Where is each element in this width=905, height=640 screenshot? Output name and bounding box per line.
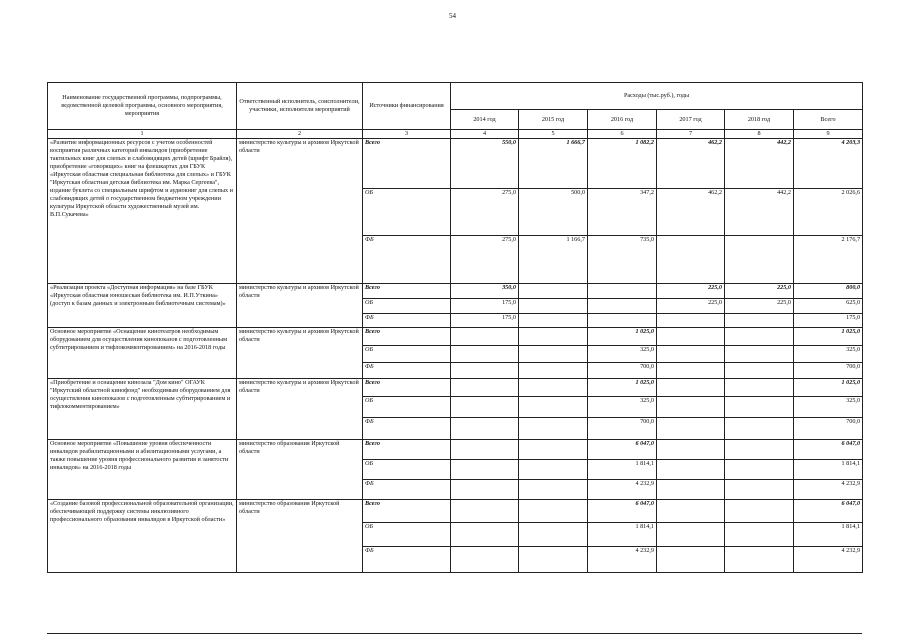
year-value: 225,0 — [725, 284, 794, 299]
year-value — [657, 547, 725, 573]
total-value: 4 232,9 — [794, 547, 863, 573]
funding-source: Всего — [363, 284, 451, 299]
year-value — [519, 328, 588, 346]
header-year: 2017 год — [657, 110, 725, 130]
responsible-executor: министерство культуры и архивов Иркутской области — [237, 139, 363, 284]
year-value — [451, 460, 519, 480]
table-row — [48, 139, 863, 189]
header-expenses: Расходы (тыс.руб.), годы — [451, 83, 863, 110]
year-value — [451, 523, 519, 547]
table-row — [48, 440, 863, 460]
column-number: 2 — [237, 130, 363, 139]
year-value — [657, 523, 725, 547]
year-value — [519, 299, 588, 314]
year-value: 347,2 — [588, 189, 657, 236]
activity-name: Основное мероприятие «Повышение уровня обеспеченности инвалидов реабилитационными и абилитационными услугами, а также повышение уровня профессионального развития и занятости инвалидов» на 2016-2018 годы — [48, 440, 237, 500]
responsible-executor: министерство образования Иркутской области — [237, 440, 363, 500]
funding-source: ФБ — [363, 314, 451, 328]
total-value: 325,0 — [794, 346, 863, 363]
header-source: Источники финансирования — [363, 83, 451, 130]
funding-source: ОБ — [363, 346, 451, 363]
column-number: 5 — [519, 130, 588, 139]
activity-name: «Реализация проекта «Доступная информация» на базе ГБУК «Иркутская областная юношеская библиотека им. И.П.Уткина» (доступ к базам данных и электронным библиотечным системам)» — [48, 284, 237, 328]
activity-name: «Создание базовой профессиональной образовательной организации, обеспечивающей поддержку системы инклюзивного профессионального образования инвалидов в Иркутской области» — [48, 500, 237, 573]
total-value: 6 047,0 — [794, 440, 863, 460]
year-value — [657, 363, 725, 379]
year-value — [657, 328, 725, 346]
column-number: 7 — [657, 130, 725, 139]
table-row — [48, 379, 863, 397]
funding-source: Всего — [363, 379, 451, 397]
year-value — [725, 460, 794, 480]
funding-source: ФБ — [363, 480, 451, 500]
total-value: 1 025,0 — [794, 379, 863, 397]
activity-name: «Развитие информационных ресурсов с учетом особенностей восприятия различных категорий инвалидов (приобретение тактильных книг для слепых и слабовидящих детей (шрифт Брайля), приобретение «говорящих» книг на флешкартах для ГБУК «Иркутская областная специальная библиотека для слепых» и ГБУК "Иркутская областная детская библиотека им. Марка Сергеева", издание буклета со специальным шрифтом и аудиокниг для слепых и слабовидящих детей о государственном бюджетном учреждении культуры Иркутской области художественный музей им. В.П.Сукачева» — [48, 139, 237, 284]
page-number: 54 — [449, 12, 456, 20]
year-value — [519, 480, 588, 500]
year-value — [451, 480, 519, 500]
year-value — [519, 379, 588, 397]
year-value — [451, 440, 519, 460]
year-value: 175,0 — [451, 299, 519, 314]
responsible-executor: министерство культуры и архивов Иркутской области — [237, 328, 363, 379]
year-value — [519, 346, 588, 363]
year-value — [657, 460, 725, 480]
responsible-executor: министерство образования Иркутской области — [237, 500, 363, 573]
year-value — [519, 418, 588, 440]
header-year: 2016 год — [588, 110, 657, 130]
total-value: 700,0 — [794, 418, 863, 440]
activity-name: «Приобретение и оснащение кинозала "Дом кино" ОГАУК "Иркутский областной кинофонд" необходимым оборудованием для осуществления кинопоказов с подготовленным субтитрированием и тифлокомментированием» — [48, 379, 237, 440]
year-value — [657, 480, 725, 500]
funding-source: ОБ — [363, 460, 451, 480]
year-value — [725, 480, 794, 500]
year-value: 175,0 — [451, 314, 519, 328]
year-value — [451, 363, 519, 379]
year-value — [451, 346, 519, 363]
year-value: 462,2 — [657, 139, 725, 189]
funding-source: ОБ — [363, 523, 451, 547]
year-value — [588, 284, 657, 299]
year-value — [451, 397, 519, 418]
year-value — [519, 500, 588, 523]
year-value: 6 047,0 — [588, 440, 657, 460]
funding-source: ФБ — [363, 363, 451, 379]
responsible-executor: министерство культуры и архивов Иркутской области — [237, 284, 363, 328]
year-value — [519, 460, 588, 480]
total-value: 2 026,6 — [794, 189, 863, 236]
year-value: 500,0 — [519, 189, 588, 236]
year-value: 1 166,7 — [519, 236, 588, 284]
year-value — [657, 418, 725, 440]
year-value: 225,0 — [657, 284, 725, 299]
year-value — [657, 440, 725, 460]
year-value: 700,0 — [588, 363, 657, 379]
total-value: 1 814,1 — [794, 523, 863, 547]
total-value: 325,0 — [794, 397, 863, 418]
year-value — [725, 440, 794, 460]
header-year: 2014 год — [451, 110, 519, 130]
year-value — [725, 363, 794, 379]
column-number: 3 — [363, 130, 451, 139]
year-value — [519, 397, 588, 418]
year-value: 1 082,2 — [588, 139, 657, 189]
year-value: 442,2 — [725, 139, 794, 189]
column-number: 8 — [725, 130, 794, 139]
year-value — [519, 284, 588, 299]
total-value: 6 047,0 — [794, 500, 863, 523]
header-total: Всего — [794, 110, 863, 130]
year-value — [588, 314, 657, 328]
funding-source: ОБ — [363, 397, 451, 418]
year-value: 1 025,0 — [588, 328, 657, 346]
year-value: 462,2 — [657, 189, 725, 236]
year-value — [725, 236, 794, 284]
activity-name: Основное мероприятие «Оснащение кинотеатров необходимым оборудованием для осуществления кинопоказов с подготовленным субтитрированием и тифлокомментированием» на 2016-2018 годы — [48, 328, 237, 379]
year-value: 225,0 — [657, 299, 725, 314]
year-value — [657, 379, 725, 397]
year-value — [725, 500, 794, 523]
year-value — [657, 236, 725, 284]
funding-source: Всего — [363, 500, 451, 523]
year-value: 4 232,9 — [588, 480, 657, 500]
column-number: 6 — [588, 130, 657, 139]
year-value — [657, 500, 725, 523]
funding-source: Всего — [363, 440, 451, 460]
year-value — [725, 328, 794, 346]
column-number: 1 — [48, 130, 237, 139]
total-value: 700,0 — [794, 363, 863, 379]
year-value: 275,0 — [451, 236, 519, 284]
year-value: 275,0 — [451, 189, 519, 236]
year-value: 1 814,1 — [588, 460, 657, 480]
header-responsible: Ответственный исполнитель, соисполнители, участники, исполнители мероприятий — [237, 83, 363, 130]
year-value: 350,0 — [451, 284, 519, 299]
funding-source: ОБ — [363, 189, 451, 236]
year-value: 1 666,7 — [519, 139, 588, 189]
total-value: 4 232,9 — [794, 480, 863, 500]
total-value: 2 176,7 — [794, 236, 863, 284]
total-value: 625,0 — [794, 299, 863, 314]
year-value: 225,0 — [725, 299, 794, 314]
total-value: 800,0 — [794, 284, 863, 299]
total-value: 1 025,0 — [794, 328, 863, 346]
year-value: 325,0 — [588, 397, 657, 418]
year-value — [519, 440, 588, 460]
year-value — [725, 346, 794, 363]
year-value: 1 814,1 — [588, 523, 657, 547]
year-value — [725, 523, 794, 547]
year-value: 735,0 — [588, 236, 657, 284]
funding-source: Всего — [363, 139, 451, 189]
year-value — [725, 418, 794, 440]
year-value: 325,0 — [588, 346, 657, 363]
year-value — [519, 523, 588, 547]
table-row — [48, 500, 863, 523]
year-value: 4 232,9 — [588, 547, 657, 573]
table-row — [48, 328, 863, 346]
funding-source: ФБ — [363, 418, 451, 440]
year-value — [657, 314, 725, 328]
header-year: 2018 год — [725, 110, 794, 130]
page-bottom-rule — [47, 633, 862, 634]
header-name: Наименование государственной программы, подпрограммы, ведомственной целевой программы, основного мероприятия, мероприятия — [48, 83, 237, 130]
year-value — [588, 299, 657, 314]
year-value — [451, 328, 519, 346]
expenses-table — [47, 82, 863, 573]
funding-source: ФБ — [363, 547, 451, 573]
year-value — [451, 547, 519, 573]
year-value — [451, 500, 519, 523]
year-value — [657, 346, 725, 363]
year-value — [725, 547, 794, 573]
year-value — [451, 418, 519, 440]
year-value — [519, 547, 588, 573]
funding-source: ОБ — [363, 299, 451, 314]
column-number: 9 — [794, 130, 863, 139]
year-value — [451, 379, 519, 397]
total-value: 1 814,1 — [794, 460, 863, 480]
total-value: 4 203,3 — [794, 139, 863, 189]
year-value — [725, 314, 794, 328]
year-value: 6 047,0 — [588, 500, 657, 523]
year-value — [519, 363, 588, 379]
total-value: 175,0 — [794, 314, 863, 328]
header-year: 2015 год — [519, 110, 588, 130]
year-value — [725, 379, 794, 397]
column-number: 4 — [451, 130, 519, 139]
year-value: 550,0 — [451, 139, 519, 189]
year-value: 442,2 — [725, 189, 794, 236]
table-row — [48, 284, 863, 299]
year-value: 1 025,0 — [588, 379, 657, 397]
year-value — [657, 397, 725, 418]
year-value — [519, 314, 588, 328]
year-value: 700,0 — [588, 418, 657, 440]
responsible-executor: министерство культуры и архивов Иркутской области — [237, 379, 363, 440]
funding-source: Всего — [363, 328, 451, 346]
year-value — [725, 397, 794, 418]
funding-source: ФБ — [363, 236, 451, 284]
